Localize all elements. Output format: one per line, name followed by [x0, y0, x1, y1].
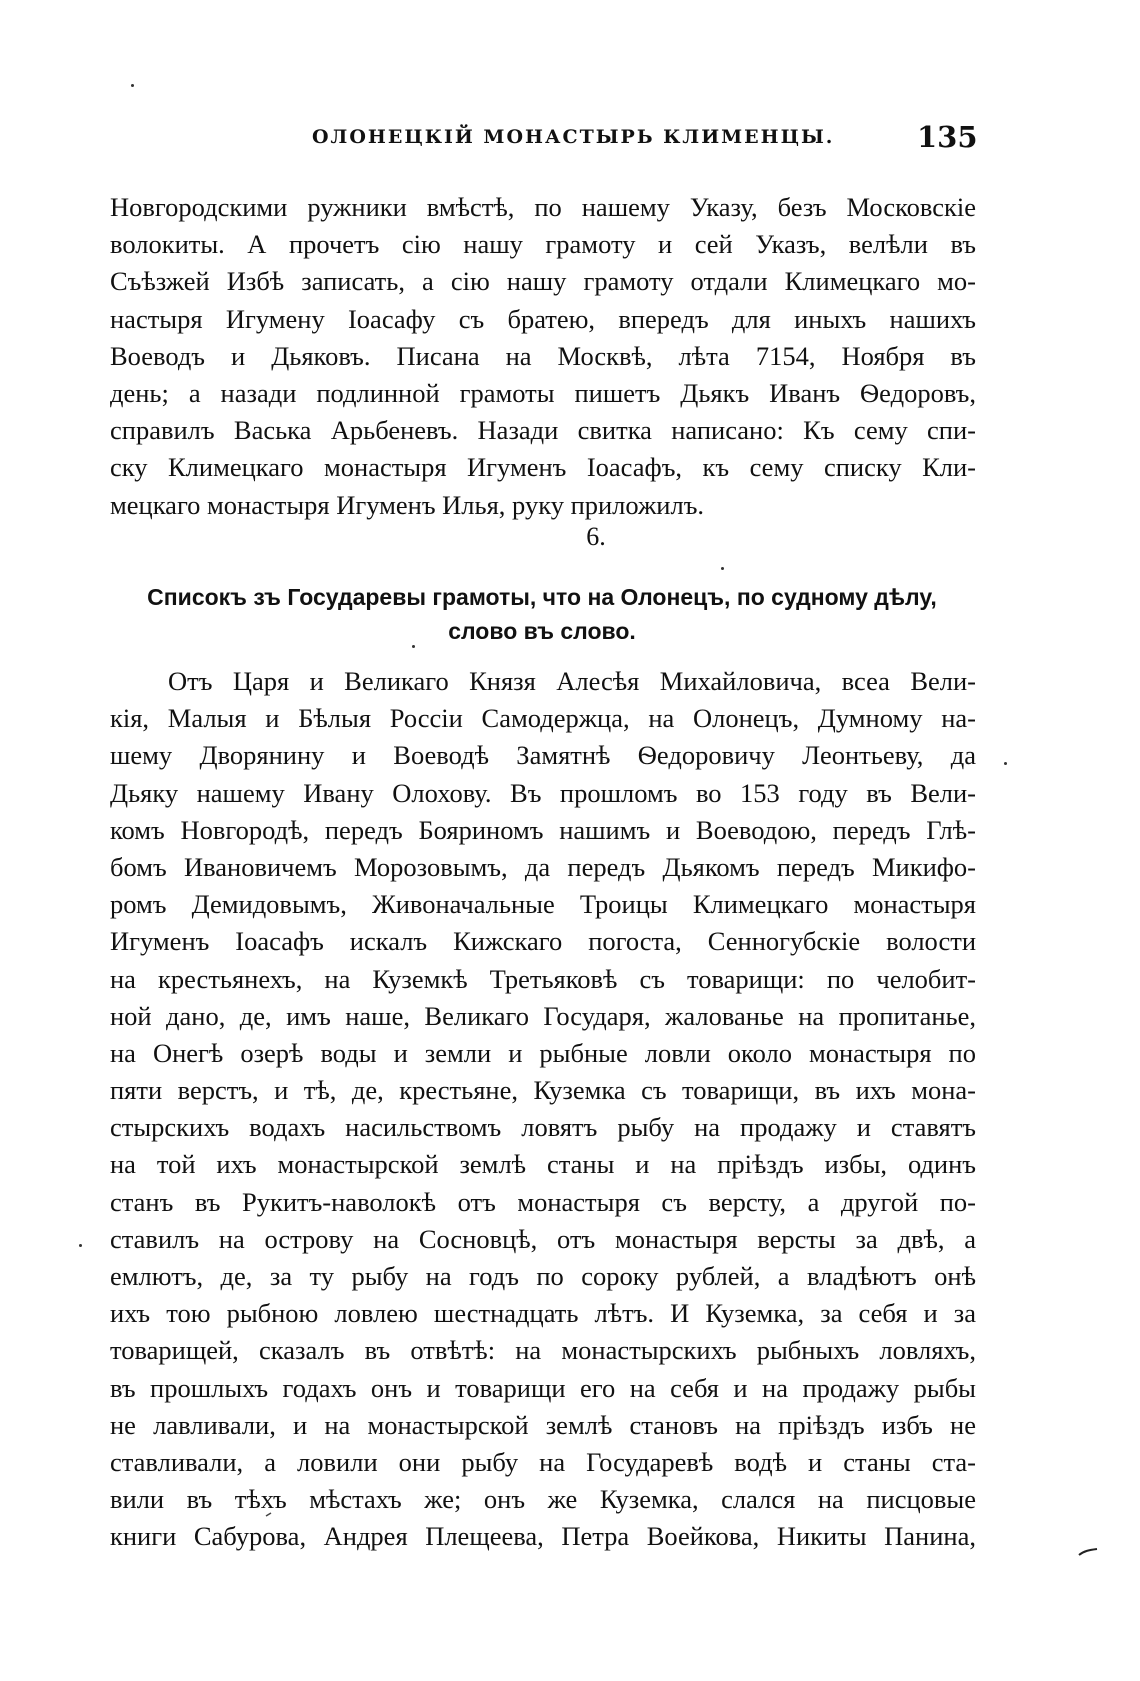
- text-line: комъ Новгородѣ, передъ Бояриномъ нашимъ и Воеводою, передъ Глѣ-: [110, 814, 976, 845]
- text-line: ставливали, а ловили они рыбу на Государевѣ водѣ и станы ста-: [110, 1446, 976, 1477]
- text-line: Новгородскими ружники вмѣстѣ, по нашему Указу, безъ Московскіе: [110, 192, 976, 222]
- top-paragraph: [110, 189, 976, 524]
- text-line: товарищей, сказалъ въ отвѣтѣ: на монастырскихъ рыбныхъ ловляхъ,: [110, 1335, 976, 1366]
- text-line: Воеводъ и Дьяковъ. Писана на Москвѣ, лѣта 7154, Ноября въ: [110, 340, 976, 371]
- text-line: бомъ Ивановичемъ Морозовымъ, да передъ Дьякомъ передъ Микифо-: [110, 851, 976, 882]
- text-line: ску Климецкаго монастыря Игуменъ Іоасафъ, къ сему списку Кли-: [110, 452, 976, 483]
- scan-speck: [79, 1244, 82, 1247]
- text-line: ставилъ на острову на Сосновцѣ, отъ монастыря версты за двѣ, а: [110, 1223, 976, 1254]
- text-line: не лавливали, и на монастырской землѣ становъ на пріѣздъ избъ не: [110, 1409, 976, 1440]
- text-line: станъ въ Рукитъ-наволокѣ отъ монастыря съ версту, а другой по-: [110, 1186, 976, 1217]
- section-number: 6.: [586, 522, 606, 551]
- running-title: ОЛОНЕЦКІЙ МОНАСТЫРЬ КЛИМЕНЦЫ.: [312, 126, 835, 148]
- scan-speck: [412, 645, 415, 648]
- text-line: Съѣзжей Избѣ записать, а сію нашу грамоту отдали Климецкаго мо-: [110, 266, 976, 297]
- text-line: мецкаго монастыря Игуменъ Илья, руку приложилъ.: [110, 489, 705, 520]
- text-line: день; а назади подлинной грамоты пишетъ Дьякъ Иванъ Ѳедоровъ,: [110, 377, 976, 408]
- text-line: ромъ Демидовымъ, Живоначальные Троицы Климецкаго монастыря: [110, 889, 976, 920]
- text-line: емлютъ, де, за ту рыбу на годъ по сороку рублей, а владѣютъ онѣ: [110, 1261, 976, 1291]
- text-line: волокиты. А прочетъ сію нашу грамоту и сей Указъ, велѣли въ: [110, 229, 976, 260]
- text-line: кія, Малыя и Бѣлыя Россіи Самодержца, на Олонецъ, Думному на-: [110, 703, 976, 734]
- section-title-line: слово въ слово.: [448, 618, 636, 644]
- text-line: стырскихъ водахъ насильствомъ ловятъ рыбу на продажу и ставятъ: [110, 1112, 976, 1143]
- scan-speck: [131, 84, 134, 87]
- main-paragraph: [110, 663, 976, 1556]
- text-line: шему Дворянину и Воеводѣ Замятнѣ Ѳедоровичу Леонтьеву, да: [110, 740, 976, 771]
- scan-stroke-mark: [1077, 1547, 1099, 1557]
- text-line: ихъ тою рыбною ловлею шестнадцать лѣтъ. И Куземка, за себя и за: [110, 1298, 976, 1329]
- text-line: Игуменъ Іоасафъ искалъ Кижскаго погоста, Сенногубскіе волости: [110, 926, 976, 957]
- scan-speck: [721, 567, 724, 570]
- text-line: на той ихъ монастырской землѣ станы и на пріѣздъ избы, одинъ: [110, 1149, 976, 1180]
- section-title: [132, 580, 952, 648]
- scan-speck: [1004, 762, 1007, 765]
- text-line: настыря Игумену Іоасафу съ братею, впередъ для иныхъ нашихъ: [110, 303, 976, 334]
- text-line: справилъ Васька Арьбеневъ. Назади свитка написано: Къ сему спи-: [110, 415, 976, 446]
- text-line: вили въ тѣхъ мѣстахъ же; онъ же Куземка, слался на писцовые: [110, 1484, 976, 1515]
- text-line: въ прошлыхъ годахъ онъ и товарищи его на себя и на продажу рыбы: [110, 1372, 976, 1403]
- page-number: 135: [917, 120, 978, 154]
- text-line: на крестьянехъ, на Куземкѣ Третьяковѣ съ товарищи: по челобит-: [110, 963, 976, 994]
- text-line: пяти верстъ, и тѣ, де, крестьяне, Куземка съ товарищи, въ ихъ мона-: [110, 1075, 976, 1106]
- section-title-line: Списокъ зъ Государевы грамоты, что на Олонецъ, по судному дѣлу,: [147, 584, 937, 610]
- text-line: книги Сабурова, Андрея Плещеева, Петра Воейкова, Никиты Панина,: [110, 1521, 976, 1552]
- text-line: на Онегѣ озерѣ воды и земли и рыбные ловли около монастыря по: [110, 1037, 976, 1068]
- text-line: Отъ Царя и Великаго Князя Алесѣя Михайловича, всеа Вели-: [168, 666, 976, 696]
- text-line: ной дано, де, имъ наше, Великаго Государя, жалованье на пропитанье,: [110, 1000, 976, 1031]
- text-line: Дьяку нашему Ивану Олохову. Въ прошломъ во 153 году въ Вели-: [110, 777, 976, 808]
- scan-stroke-mark: [262, 1510, 284, 1520]
